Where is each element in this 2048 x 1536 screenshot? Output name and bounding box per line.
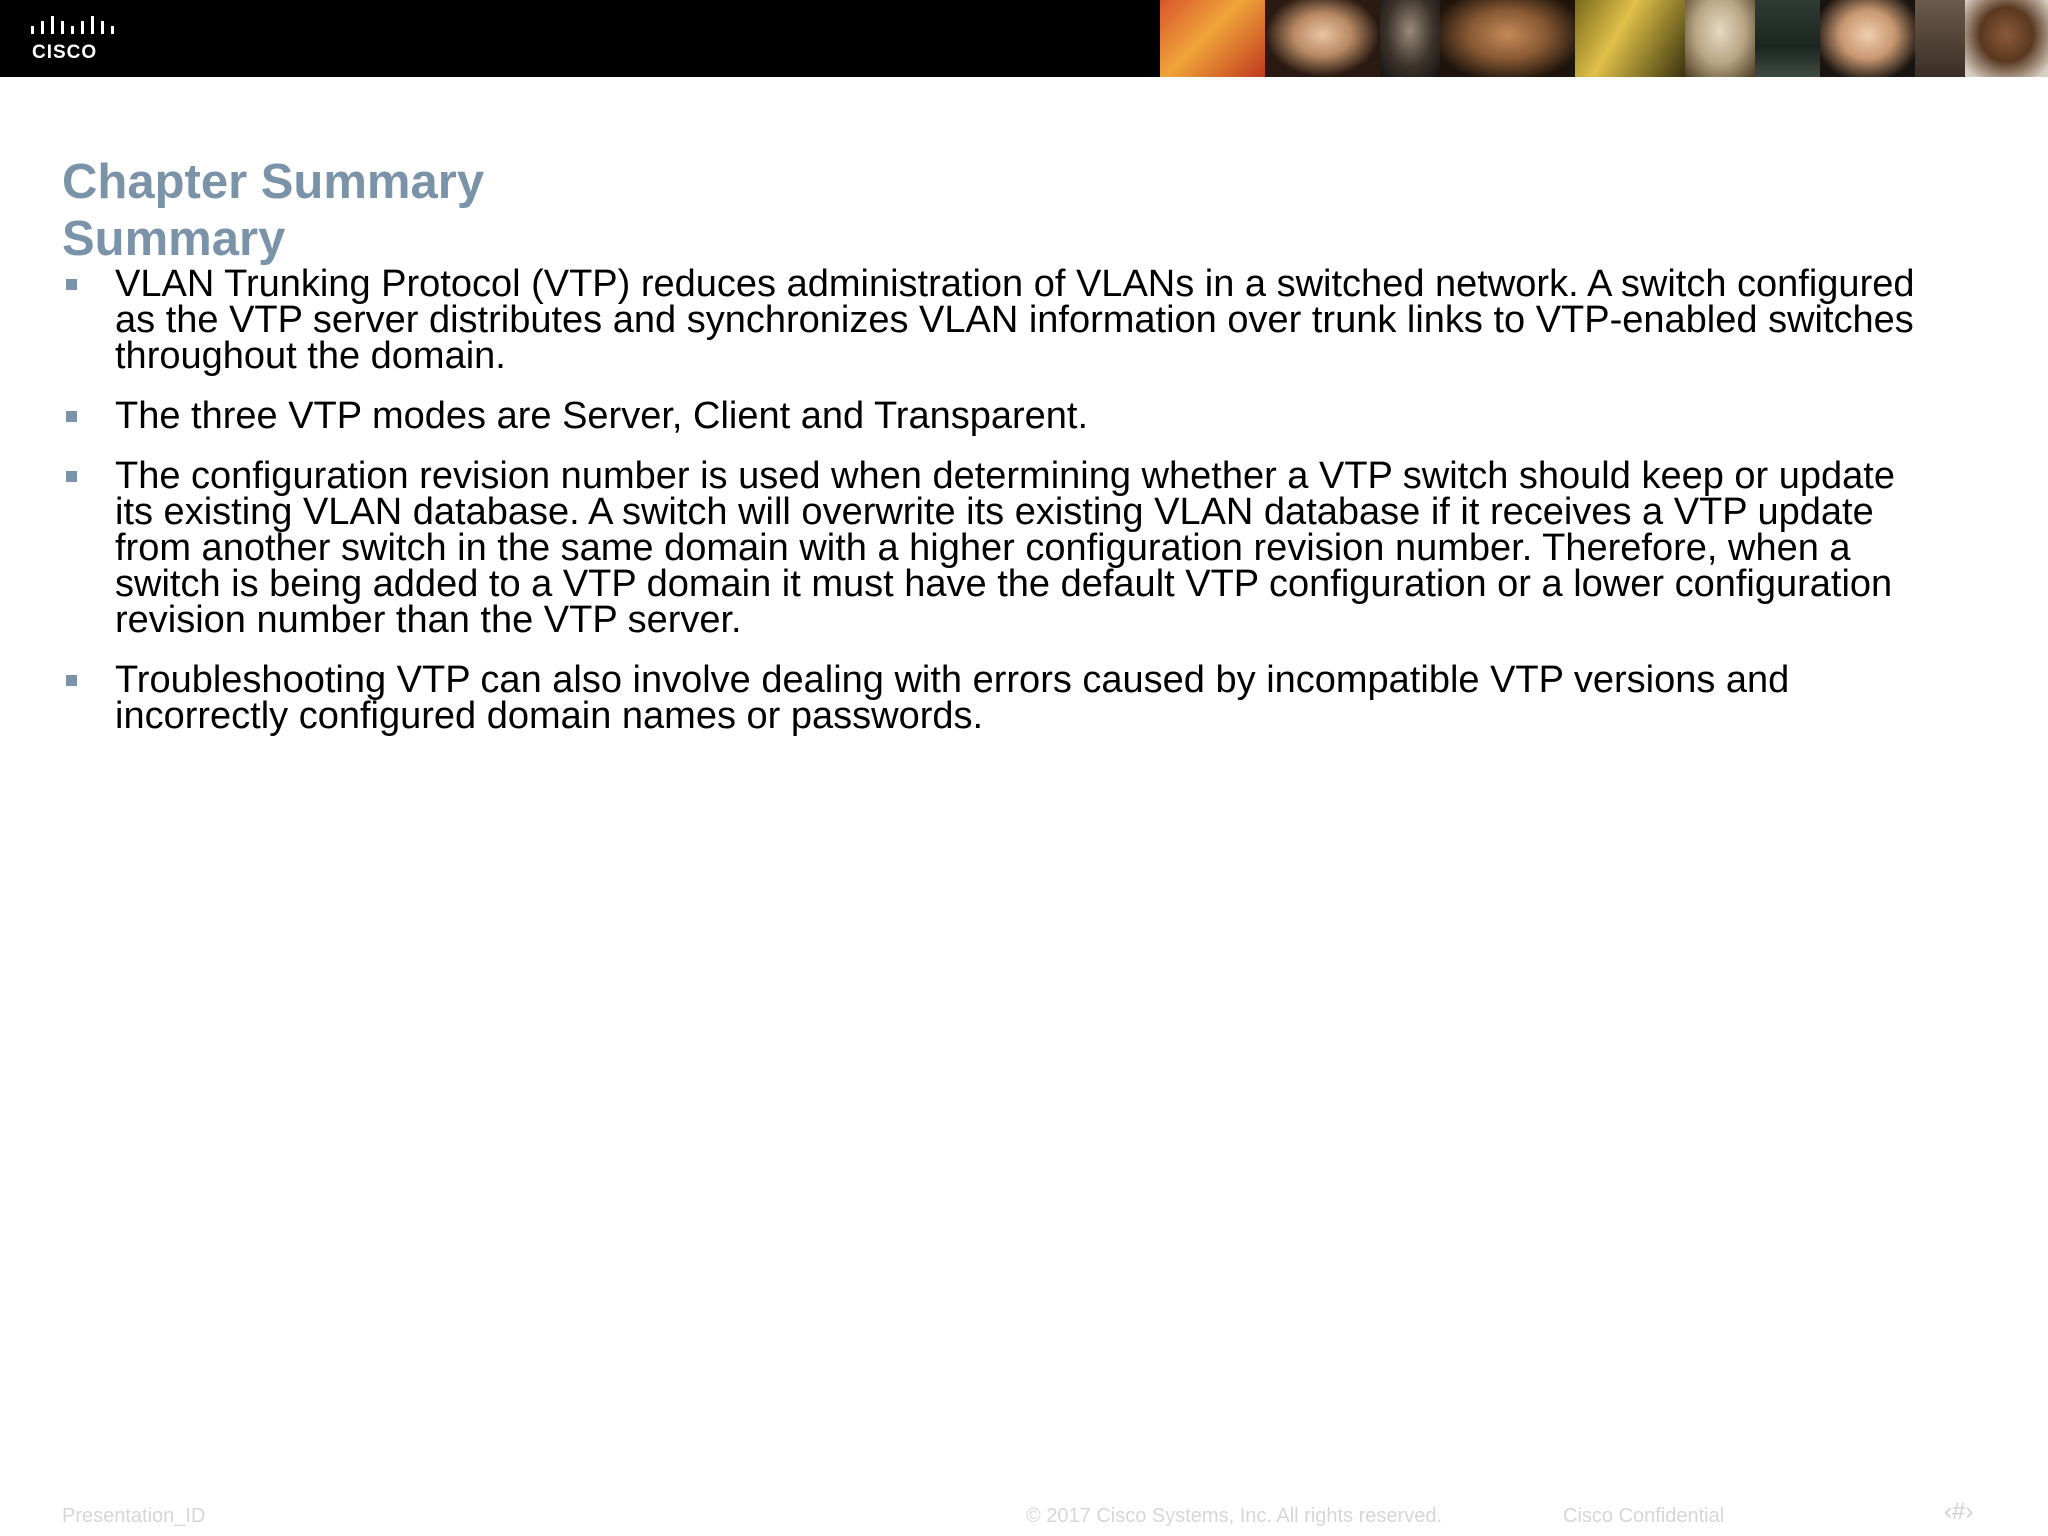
header-photo — [1820, 0, 1915, 77]
header-photo-strip — [1160, 0, 2048, 77]
bullet-square-icon — [66, 279, 77, 290]
cisco-bars-logo-icon — [30, 14, 114, 40]
bullet-square-icon — [66, 675, 77, 686]
bullet-square-icon — [66, 411, 77, 422]
confidential-label: Cisco Confidential — [1563, 1505, 1725, 1527]
list-item — [62, 395, 1942, 437]
header-bar — [0, 0, 2048, 77]
presentation-id: Presentation_ID — [62, 1505, 206, 1527]
header-photo — [1380, 0, 1440, 77]
summary-bullet-list — [62, 263, 1942, 758]
header-photo — [1440, 0, 1575, 77]
list-item — [62, 455, 1942, 641]
header-photo — [1685, 0, 1755, 77]
header-photo — [1755, 0, 1820, 77]
bullet-text: VLAN Trunking Protocol (VTP) reduces administration of VLANs in a switched network. A switch configured as the VTP server distributes and synchronizes VLAN information over trunk links to VTP-enabled switches throughout the domain. — [115, 263, 1915, 377]
page-subtitle: Summary — [62, 212, 286, 266]
header-photo — [1915, 0, 1965, 77]
cisco-logo — [30, 14, 120, 64]
header-photo — [1575, 0, 1685, 77]
copyright-notice: © 2017 Cisco Systems, Inc. All rights reserved. — [1026, 1505, 1443, 1527]
logo-wordmark: CISCO — [32, 42, 98, 63]
header-photo — [1265, 0, 1380, 77]
list-item — [62, 263, 1942, 377]
bullet-text: The configuration revision number is used when determining whether a VTP switch should keep or update its existing VLAN database. A switch will overwrite its existing VLAN database if it receives a VTP update from another switch in the same domain with a higher configuration revision number. Therefore, when a switch is being added to a VTP domain it must have the default VTP configuration or a lower configuration revision number than the VTP server. — [115, 455, 1895, 641]
list-item — [62, 659, 1942, 737]
bullet-text: The three VTP modes are Server, Client and Transparent. — [115, 395, 1089, 437]
page-title: Chapter Summary — [62, 155, 485, 209]
header-photo — [1965, 0, 2048, 77]
bullet-square-icon — [66, 471, 77, 482]
page-number: ‹#› — [1944, 1498, 1974, 1525]
bullet-text: Troubleshooting VTP can also involve dealing with errors caused by incompatible VTP versions and incorrectly configured domain names or passwords. — [115, 659, 1790, 737]
header-photo — [1160, 0, 1265, 77]
